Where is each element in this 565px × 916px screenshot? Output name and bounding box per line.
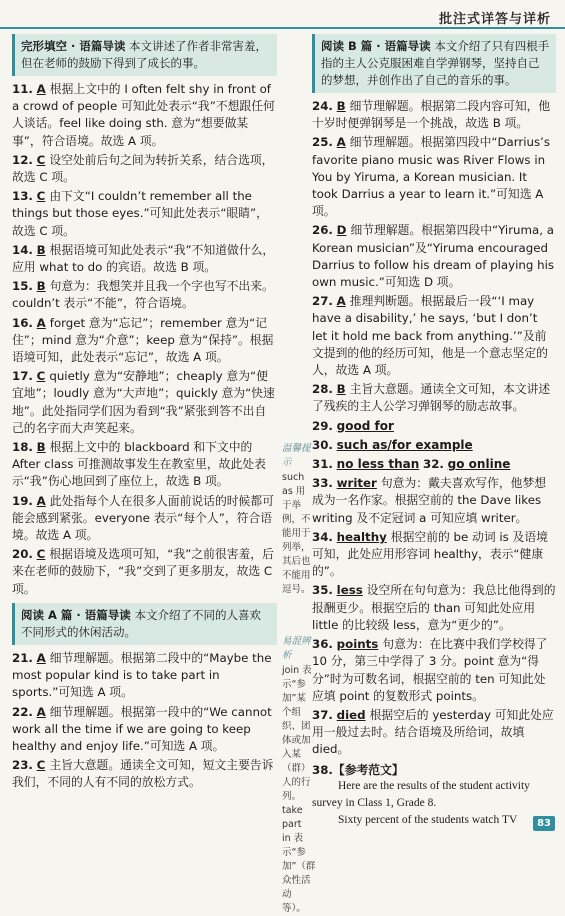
phrase-answer-item	[312, 418, 556, 435]
answer-item	[12, 493, 277, 545]
item-number: 30.	[312, 437, 333, 452]
cloze-guide-text: 本文讲述了作者非常害羞，但在老师的鼓励下得到了成长的事。	[21, 39, 268, 70]
answer-item	[312, 636, 556, 705]
phrase-answer: good for	[336, 418, 394, 433]
item-number: 18.	[12, 440, 33, 455]
item-answer: D	[336, 223, 347, 238]
item-number: 22.	[12, 704, 33, 719]
item-explanation: 根据上文中的 blackboard 和下文中的 After class 可推测故事发生在教室里，故此处表示“我”伤心地回到了座位上，故选 B 项。	[12, 440, 266, 489]
item-explanation: 细节理解题。根据第四段中“Yiruma, a Korean musician”及“Yiruma encouraged Darrius to follow his dream of playing his own music.”可知选 D 项。	[312, 223, 555, 290]
answer-item	[12, 152, 277, 186]
item-number: 34.	[312, 529, 333, 544]
answer-item	[12, 188, 277, 240]
item-number: 21.	[12, 650, 33, 665]
item-answer: A	[36, 704, 46, 719]
item-number: 23.	[12, 758, 33, 773]
item-answer: A	[36, 650, 46, 665]
essay-title: 38.【参考范文】	[312, 762, 404, 777]
item-number: 25.	[312, 135, 333, 150]
item-answer: A	[36, 493, 46, 508]
phrase-answer-item	[312, 456, 556, 473]
answer-item	[12, 650, 277, 702]
answer-item	[312, 529, 556, 581]
item-number: 31.	[312, 457, 333, 472]
item-explanation: 句意为：戴夫喜欢写作，他梦想成为一名作家。根据空前的 the Dave likes writing 及不定冠词 a 可知应填 writer。	[312, 476, 547, 525]
answer-item	[12, 368, 277, 437]
phrase-answer: such as/for example	[336, 437, 473, 452]
page-header-title: 批注式详答与详析	[438, 12, 551, 27]
page-number: 83	[533, 816, 555, 831]
answer-item	[12, 278, 277, 312]
item-answer: C	[36, 189, 46, 204]
item-explanation: 主旨大意题。通读全文可知，本文讲述了残疾的主人公学习弹钢琴的励志故事。	[312, 382, 551, 414]
item-answer: B	[336, 99, 346, 113]
item-number: 35.	[312, 583, 333, 598]
item-explanation: 细节理解题。根据第二段内容可知，他十岁时便弹钢琴是一个挑战，故选 B 项。	[312, 99, 551, 131]
reading-b-guide-tag: 阅读 B 篇 · 语篇导读	[321, 39, 431, 53]
cloze-guide-tag: 完形填空 · 语篇导读	[21, 39, 126, 53]
answer-item	[12, 81, 277, 150]
item-number: 20.	[12, 547, 33, 562]
item-answer: C	[36, 547, 46, 562]
essay-paragraph: Sixty percent of the students watch TV	[338, 813, 518, 826]
reading-b-guide-banner	[312, 34, 556, 93]
answer-item	[12, 546, 277, 598]
page-header	[0, 0, 565, 32]
item-answer: A	[36, 315, 46, 330]
reading-a-guide-tag: 阅读 A 篇 · 语篇导读	[21, 607, 131, 622]
right-column	[312, 34, 556, 829]
essay-paragraph: Here are the results of the student activity survey in Class 1, Grade 8.	[312, 779, 530, 809]
item-explanation: 根据上文中的 I often felt shy in front of a crowd of people 可知此处表示“我”不想跟任何人谈话。feel like doing sth. 意为“想要做某事”，符合语境。故选 A 项。	[12, 82, 275, 148]
item-number: 12.	[12, 152, 33, 167]
item-answer: C	[36, 152, 46, 167]
answer-item	[312, 222, 556, 291]
tip-text: such as 用于举例，不能用于列举，其后也不能用逗号。	[282, 472, 311, 595]
item-answer: writer	[336, 476, 377, 491]
item-answer: B	[336, 382, 346, 397]
item-answer: less	[336, 583, 363, 598]
item-number: 27.	[312, 294, 333, 309]
item-answer: died	[336, 707, 366, 722]
item-number: 16.	[12, 315, 33, 330]
item-explanation: 细节理解题。根据第四段中“Darrius’s favorite piano music was River Flows in You by Yiruma, a Korean musician. It took Darrius a year to learn it.”可知选 A 项。	[312, 135, 551, 219]
item-answer: C	[36, 758, 46, 773]
item-explanation: 根据空后的 yesterday 可知此处应用一般过去时。结合语境及所给词，故填 died。	[312, 707, 554, 757]
confusion-text: join 表示“参加”某个组织、团体或加入某（群）人的行列。take part in 表示“参加”（群众性活动等）。	[282, 665, 316, 914]
answer-item	[12, 242, 277, 276]
item-number: 29.	[312, 418, 333, 433]
answer-item	[312, 98, 556, 132]
item-explanation: 细节理解题。根据第一段中的“We cannot work all the time if we are going to keep healthy and enjoy life.”可知选 A 项。	[12, 704, 272, 753]
header-rule	[0, 27, 565, 29]
item-answer: C	[36, 369, 46, 384]
item-explanation: 根据空前的 be 动词 is 及语境可知，此处应用形容词 healthy，表示“健康的”。	[312, 529, 548, 579]
item-number: 15.	[12, 279, 33, 294]
item-answer: B	[36, 242, 46, 257]
item-answer: A	[336, 294, 346, 309]
item-number: 26.	[312, 223, 333, 238]
item-explanation: 此处指每个人在很多人面前说话的时候都可能会感到紧张。everyone 表示“每个人”，符合语境。故选 A 项。	[12, 493, 274, 543]
item-answer: B	[36, 279, 46, 294]
answer-item	[12, 704, 277, 756]
answer-item	[312, 134, 556, 220]
item-number: 33.	[312, 476, 333, 491]
reading-a-guide-banner	[12, 603, 277, 645]
item-explanation: 根据语境及选项可知，“我”之前很害羞，后来在老师的鼓励下，“我”交到了更多朋友，故选 C 项。	[12, 547, 274, 596]
item-number: 11.	[12, 82, 33, 96]
answer-item	[312, 475, 556, 527]
answer-item	[312, 381, 556, 415]
item-explanation: 根据语境可知此处表示“我”不知道做什么，应用 what to do 的宾语。故选 B 项。	[12, 242, 275, 275]
item-number: 19.	[12, 493, 33, 508]
item-number: 24.	[312, 99, 333, 113]
item-number: 14.	[12, 242, 33, 257]
cloze-guide-banner	[12, 34, 277, 76]
tip-tag: 温馨提示	[282, 443, 311, 468]
phrase-answer: go online	[447, 457, 511, 472]
answer-item	[12, 439, 277, 491]
item-explanation: 由下文“I couldn’t remember all the things but those eyes.”可知此处表示“眼睛”，故选 C 项。	[12, 189, 268, 238]
item-explanation: 主旨大意题。通读全文可知，短文主要告诉我们，不同的人有不同的放松方式。	[12, 758, 274, 790]
item-number: 36.	[312, 637, 333, 652]
phrase-answer-item	[312, 437, 556, 454]
confusion-tag: 易混辨析	[282, 636, 311, 661]
reading-b-guide-text: 本文介绍了只有四根手指的主人公克服困难自学弹钢琴，坚持自己的梦想，并创作出了自己的音乐的事。	[321, 39, 550, 87]
item-answer: B	[36, 440, 46, 455]
item-explanation: 设空处前后句之间为转折关系，结合选项，故选 C 项。	[12, 152, 274, 185]
answer-item	[312, 293, 556, 379]
item-answer: A	[336, 135, 346, 150]
item-answer: points	[336, 637, 379, 652]
item-number: 37.	[312, 707, 333, 722]
item-answer: A	[36, 82, 46, 96]
item-explanation: 推理判断题。根据最后一段“‘I may have a disability,’ he says, ‘but I don’t let it hold me back from anything.’”及前文提到的他的经历可知，他是一个意志坚定的人，故选 A 项。	[312, 294, 548, 378]
margin-notes	[282, 440, 316, 916]
item-number: 17.	[12, 369, 33, 384]
answer-item	[12, 315, 277, 367]
item-explanation: forget 意为“忘记”；remember 意为“记住”；mind 意为“介意”；keep 意为“保持”。根据语境可知，此处表示“忘记”，故选 A 项。	[12, 315, 274, 365]
phrase-answer: no less than	[336, 457, 420, 472]
item-answer: healthy	[336, 529, 387, 544]
answer-item	[312, 582, 556, 634]
answer-item	[12, 757, 277, 791]
item-explanation: 细节理解题。根据第二段中的“Maybe the most popular kind is to take part in sports.”可知选 A 项。	[12, 650, 272, 700]
reading-a-guide-text: 本文介绍了不同的人喜欢不同形式的休闲活动。	[21, 607, 261, 639]
item-explanation: 句意为：在比赛中我们学校得了 10 分，第三中学得了 3 分。point 意为“得分”时为可数名词，根据空前的 ten 可知此处应填 point 的复数形式 points。	[312, 637, 548, 703]
item-number: 32.	[423, 457, 444, 472]
item-explanation: quietly 意为“安静地”；cheaply 意为“便宜地”；loudly 意为“大声地”；quickly 意为“快速地”。此处指同学们因为看到“我”紧张到答不出自己的名字而大声笑起来。	[12, 369, 275, 435]
item-explanation: 句意为：我想笑并且我一个字也写不出来。couldn’t 表示“不能”，符合语境。	[12, 279, 274, 311]
item-explanation: 设空所在句句意为：我总比他得到的报酬更少。根据空后的 than 可知此处应用 little 的比较级 less，意为“更少的”。	[312, 583, 556, 632]
left-column	[12, 34, 277, 794]
item-number: 13.	[12, 189, 33, 204]
item-number: 28.	[312, 382, 333, 397]
answer-item	[312, 707, 556, 759]
